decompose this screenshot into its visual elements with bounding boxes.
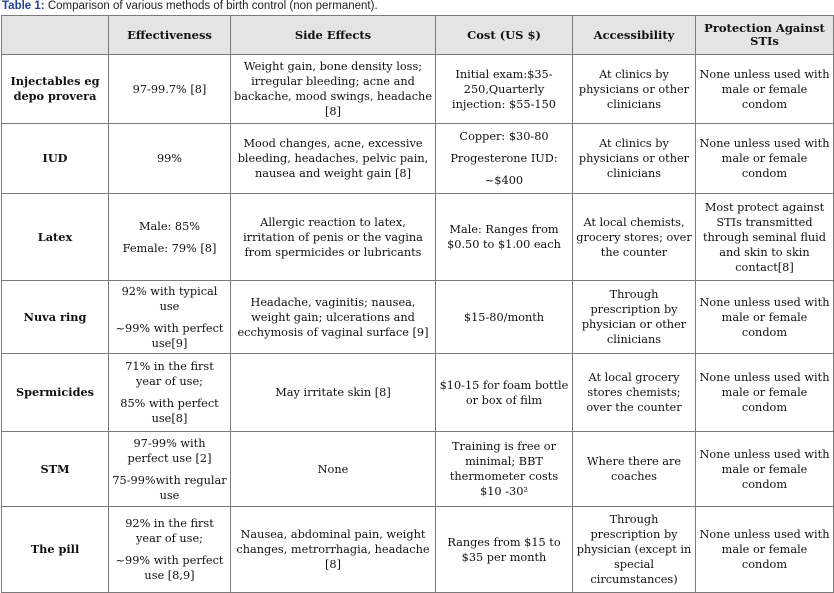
table-row [2, 194, 834, 281]
protection-cell: Most protect against STIs transmitted through seminal fluid and skin to skin contact[8] [696, 194, 834, 281]
protection-cell: None unless used with male or female condom [696, 507, 834, 593]
side-effects-header: Side Effects [231, 16, 436, 55]
effectiveness-header: Effectiveness [109, 16, 231, 55]
protection-cell: None unless used with male or female condom [696, 55, 834, 124]
table-row [2, 55, 834, 124]
effectiveness-line-2: 85% with perfect use[8] [120, 397, 219, 425]
birth-control-comparison-table [1, 15, 834, 593]
accessibility-cell: At clinics by physicians or other clinicians [573, 55, 696, 124]
protection-cell: None unless used with male or female condom [696, 432, 834, 507]
cost-copper-line: Copper: $30-80 [459, 130, 549, 143]
table-row [2, 354, 834, 432]
effectiveness-line-1: 97-99% with perfect use [2] [127, 436, 212, 465]
effectiveness-line-2: Female: 79% [8] [122, 241, 217, 255]
effectiveness-cell [109, 194, 231, 281]
cost-cell: Male: Ranges from $0.50 to $1.00 each [436, 194, 573, 281]
effectiveness-cell [109, 281, 231, 354]
method-cell: Spermicides [2, 354, 109, 432]
protection-cell: None unless used with male or female condom [696, 124, 834, 194]
method-cell: Nuva ring [2, 281, 109, 354]
cost-progesterone-line: Progesterone IUD: [450, 152, 558, 165]
side-effects-cell: May irritate skin [8] [231, 354, 436, 432]
side-effects-cell: Weight gain, bone density loss; irregular bleeding; acne and backache, mood swings, headache [8] [231, 55, 436, 124]
method-cell: STM [2, 432, 109, 507]
accessibility-cell: At local grocery stores chemists; over the counter [573, 354, 696, 432]
effectiveness-line-2: 75-99%with regular use [112, 473, 227, 502]
table-row [2, 281, 834, 354]
cost-cell: Training is free or minimal; BBT thermometer costs $10 -30² [436, 432, 573, 507]
accessibility-cell: Where there are coaches [573, 432, 696, 507]
effectiveness-cell [109, 507, 231, 593]
protection-cell: None unless used with male or female condom [696, 281, 834, 354]
effectiveness-line-1: 92% in the first year of use; [125, 517, 214, 545]
method-cell: Injectables eg depo provera [2, 55, 109, 124]
method-cell: Latex [2, 194, 109, 281]
effectiveness-cell [109, 432, 231, 507]
side-effects-cell: Mood changes, acne, excessive bleeding, headaches, pelvic pain, nausea and weight gain [8] [231, 124, 436, 194]
side-effects-cell: Nausea, abdominal pain, weight changes, metrorrhagia, headache [8] [231, 507, 436, 593]
table-row [2, 507, 834, 593]
effectiveness-cell: 99% [109, 124, 231, 194]
side-effects-cell: Allergic reaction to latex, irritation of penis or the vagina from spermicides or lubricants [231, 194, 436, 281]
header-row [2, 16, 834, 55]
table-caption-text: Comparison of various methods of birth control (non permanent). [47, 0, 378, 12]
cost-cell: Ranges from $15 to $35 per month [436, 507, 573, 593]
effectiveness-cell [109, 354, 231, 432]
effectiveness-line-2: ~99% with perfect use [8,9] [115, 554, 224, 582]
accessibility-header: Accessibility [573, 16, 696, 55]
table-caption-label: Table 1: [2, 0, 45, 12]
protection-cell: None unless used with male or female condom [696, 354, 834, 432]
table-row [2, 124, 834, 194]
effectiveness-line-1: 71% in the first year of use; [125, 360, 214, 388]
table-row [2, 432, 834, 507]
effectiveness-cell: 97-99.7% [8] [109, 55, 231, 124]
table-caption [2, 0, 378, 14]
effectiveness-line-1: 92% with typical use [121, 284, 218, 313]
corner-header [2, 16, 109, 55]
accessibility-cell: At clinics by physicians or other clinicians [573, 124, 696, 194]
cost-cell: Initial exam:$35-250,Quarterly injection: $55-150 [436, 55, 573, 124]
protection-header: Protection Against STIs [696, 16, 834, 55]
method-cell: IUD [2, 124, 109, 194]
effectiveness-line-2: ~99% with perfect use[9] [115, 321, 224, 350]
accessibility-cell: Through prescription by physician or other clinicians [573, 281, 696, 354]
side-effects-cell: None [231, 432, 436, 507]
cost-cell [436, 124, 573, 194]
accessibility-cell: Through prescription by physician (except in special circumstances) [573, 507, 696, 593]
cost-cell: $10-15 for foam bottle or box of film [436, 354, 573, 432]
accessibility-cell: At local chemists, grocery stores; over the counter [573, 194, 696, 281]
effectiveness-line-1: Male: 85% [138, 219, 201, 233]
method-cell: The pill [2, 507, 109, 593]
cost-cell: $15-80/month [436, 281, 573, 354]
side-effects-cell: Headache, vaginitis; nausea, weight gain; ulcerations and ecchymosis of vaginal surface [9] [231, 281, 436, 354]
cost-header: Cost (US $) [436, 16, 573, 55]
cost-progesterone-price: ~$400 [484, 174, 524, 187]
